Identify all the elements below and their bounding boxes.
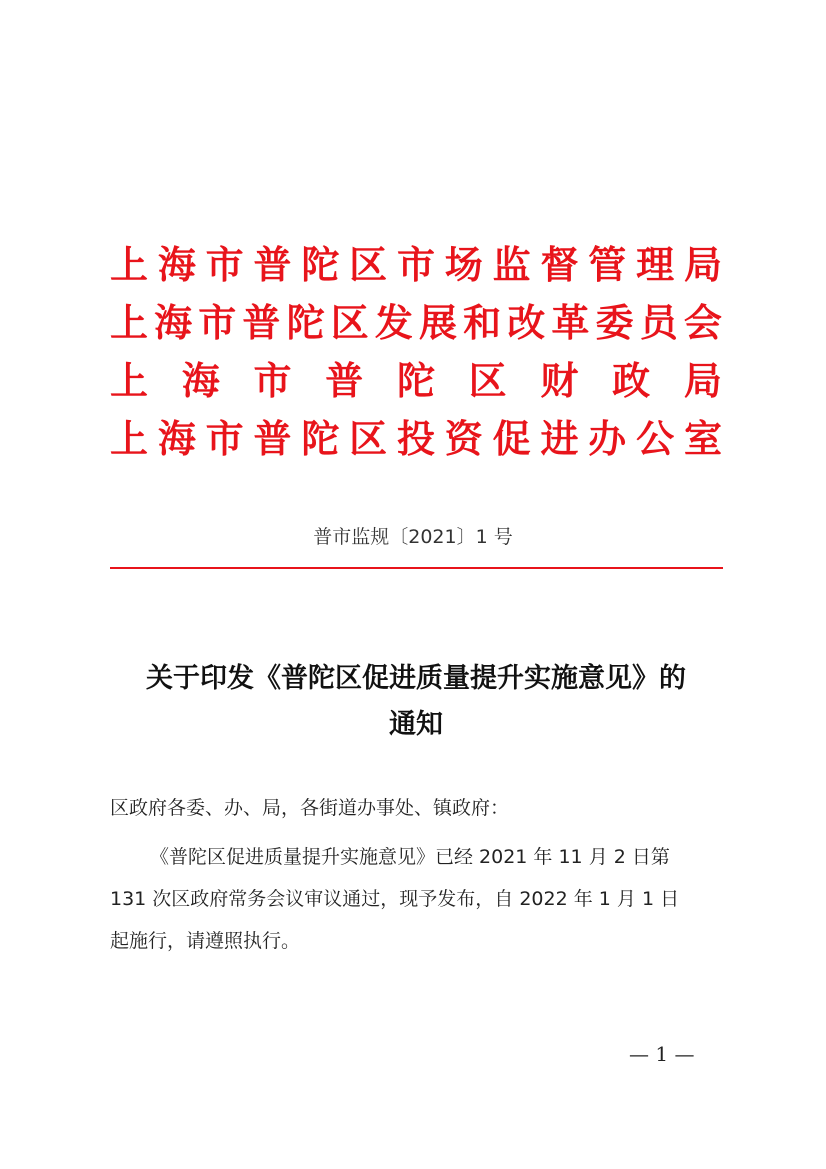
body-line-1: 《普陀区促进质量提升实施意见》已经 2021 年 11 月 2 日第 (150, 846, 670, 868)
issuer-char: 上 (110, 416, 149, 461)
issuer-char: 上 (110, 358, 149, 403)
issuer-char: 监 (492, 242, 531, 287)
issuer-char: 改 (507, 300, 546, 345)
issuer-char: 展 (418, 300, 457, 345)
issuer-char: 普 (253, 416, 292, 461)
issuer-char: 区 (349, 242, 388, 287)
issuer-char: 海 (154, 300, 193, 345)
issuer-char: 理 (636, 242, 675, 287)
body-line-3: 起施行，请遵照执行。 (110, 930, 301, 952)
issuer-char: 普 (325, 358, 364, 403)
issuer-line (110, 236, 722, 294)
issuer-char: 上 (110, 300, 149, 345)
issuer-char: 区 (468, 358, 507, 403)
body-line-2: 131 次区政府常务会议审议通过，现予发布，自 2022 年 1 月 1 日 (110, 888, 680, 910)
issuer-char: 政 (612, 358, 651, 403)
document-title (108, 656, 724, 748)
red-divider-line (110, 567, 723, 569)
issuer-char: 市 (396, 242, 435, 287)
issuer-char: 委 (595, 300, 634, 345)
document-number: 普市监规〔2021〕1 号 (313, 526, 513, 548)
page-number: — 1 — (629, 1042, 695, 1066)
issuer-char: 场 (444, 242, 483, 287)
issuer-char: 管 (588, 242, 627, 287)
issuer-char: 督 (540, 242, 579, 287)
issuer-char: 资 (444, 416, 483, 461)
issuer-char: 员 (639, 300, 678, 345)
title-line-2: 通知 (389, 709, 443, 740)
issuer-char: 室 (683, 416, 722, 461)
issuer-char: 区 (349, 416, 388, 461)
issuer-char: 局 (683, 242, 722, 287)
issuer-line (110, 352, 722, 410)
issuer-char: 财 (540, 358, 579, 403)
issuer-char: 陀 (301, 416, 340, 461)
issuer-char: 会 (683, 300, 722, 345)
issuer-line (110, 294, 722, 352)
issuer-char: 普 (242, 300, 281, 345)
issuer-char: 办 (588, 416, 627, 461)
issuer-char: 市 (205, 242, 244, 287)
issuing-authorities-header (110, 236, 722, 468)
salutation: 区政府各委、办、局，各街道办事处、镇政府： (110, 797, 510, 819)
issuer-char: 普 (253, 242, 292, 287)
issuer-char: 陀 (301, 242, 340, 287)
issuer-char: 和 (463, 300, 502, 345)
issuer-char: 上 (110, 242, 149, 287)
issuer-char: 市 (198, 300, 237, 345)
issuer-char: 促 (492, 416, 531, 461)
issuer-char: 陀 (286, 300, 325, 345)
issuer-char: 公 (636, 416, 675, 461)
issuer-char: 海 (157, 242, 196, 287)
issuer-char: 陀 (396, 358, 435, 403)
issuer-char: 市 (253, 358, 292, 403)
issuer-char: 发 (374, 300, 413, 345)
issuer-line (110, 410, 722, 468)
issuer-char: 海 (157, 416, 196, 461)
issuer-char: 区 (330, 300, 369, 345)
issuer-char: 投 (396, 416, 435, 461)
issuer-char: 市 (205, 416, 244, 461)
issuer-char: 海 (181, 358, 220, 403)
issuer-char: 局 (683, 358, 722, 403)
issuer-char: 革 (551, 300, 590, 345)
title-line-1: 关于印发《普陀区促进质量提升实施意见》的 (146, 663, 686, 694)
issuer-char: 进 (540, 416, 579, 461)
